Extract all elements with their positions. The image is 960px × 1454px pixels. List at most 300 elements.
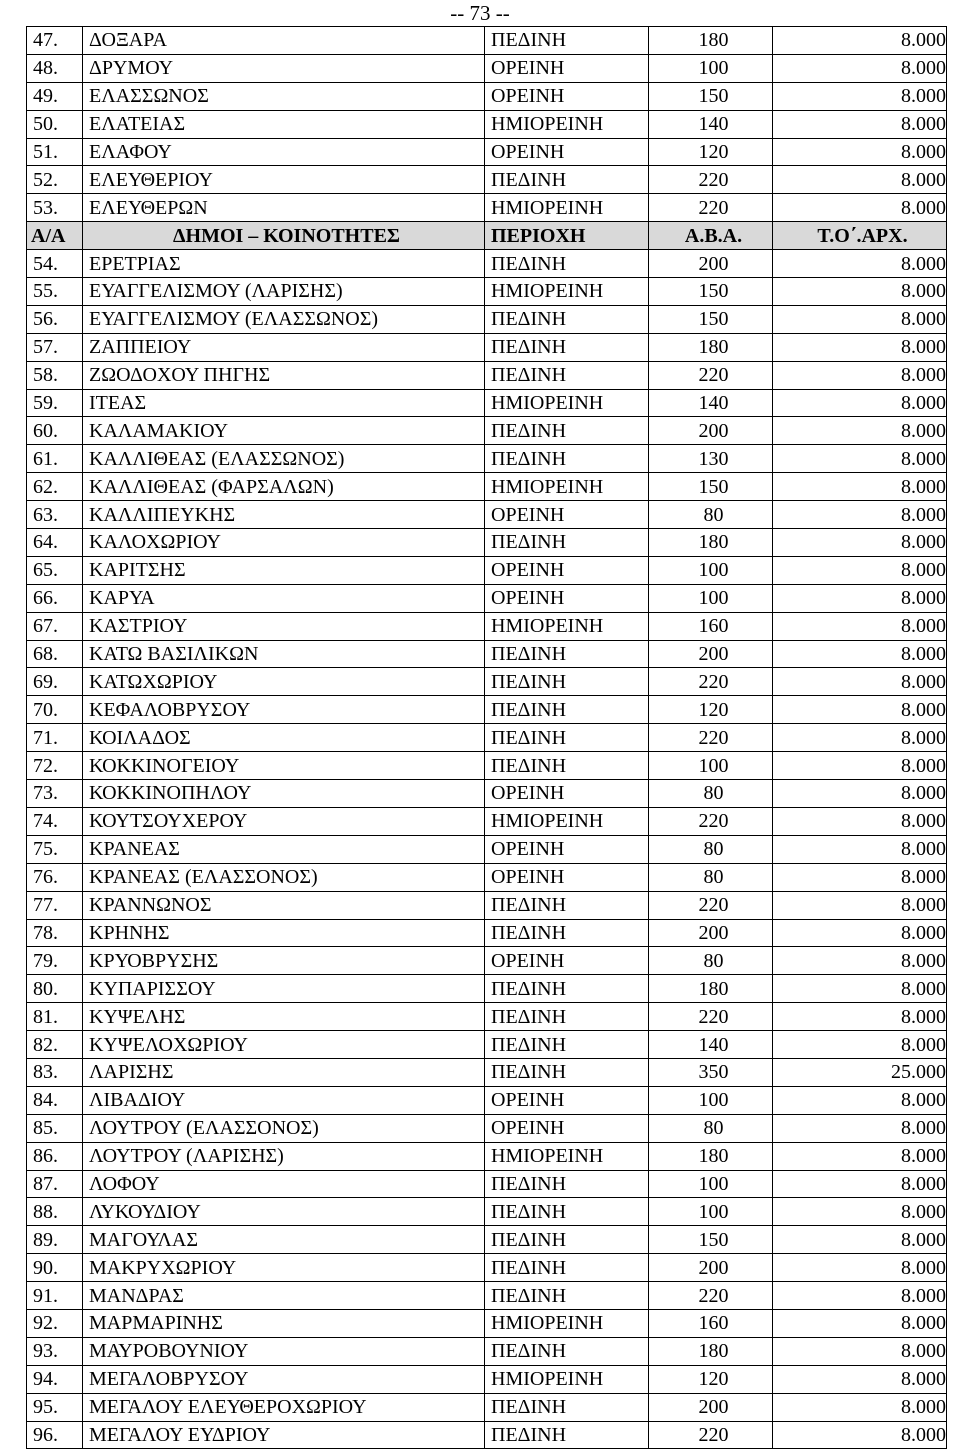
row-number: 91.	[27, 1282, 83, 1310]
row-number: 70.	[27, 696, 83, 724]
to-value: 8.000	[773, 807, 947, 835]
row-number: 53.	[27, 194, 83, 222]
municipality-name: ΚΑΛΛΙΘΕΑΣ (ΦΑΡΣΑΛΩΝ)	[83, 473, 485, 501]
area-type: ΗΜΙΟΡΕΙΝΗ	[485, 110, 649, 138]
municipality-name: ΕΥΑΓΓΕΛΙΣΜΟΥ (ΕΛΑΣΣΩΝΟΣ)	[83, 305, 485, 333]
area-type: ΠΕΔΙΝΗ	[485, 1393, 649, 1421]
table-row	[27, 1114, 947, 1142]
municipality-name: ΚΑΛΑΜΑΚΙΟΥ	[83, 417, 485, 445]
to-value: 8.000	[773, 1309, 947, 1337]
table-row	[27, 250, 947, 278]
page-number: -- 73 --	[450, 1, 510, 25]
row-number: 55.	[27, 278, 83, 306]
area-type: ΟΡΕΙΝΗ	[485, 584, 649, 612]
aba-value: 180	[649, 1337, 773, 1365]
municipality-name: ΚΥΨΕΛΗΣ	[83, 1003, 485, 1031]
table-row	[27, 1058, 947, 1086]
row-number: 79.	[27, 947, 83, 975]
row-number: 94.	[27, 1365, 83, 1393]
aba-value: 100	[649, 556, 773, 584]
to-value: 8.000	[773, 166, 947, 194]
table-row	[27, 584, 947, 612]
row-number: 72.	[27, 752, 83, 780]
municipality-name: ΕΛΕΥΘΕΡΩΝ	[83, 194, 485, 222]
row-number: 89.	[27, 1226, 83, 1254]
aba-value: 80	[649, 1114, 773, 1142]
area-type: ΟΡΕΙΝΗ	[485, 835, 649, 863]
municipality-name: ΚΟΚΚΙΝΟΓΕΙΟΥ	[83, 752, 485, 780]
aba-value: 100	[649, 1198, 773, 1226]
row-number: 83.	[27, 1058, 83, 1086]
row-number: 66.	[27, 584, 83, 612]
municipality-name: ΚΑΣΤΡΙΟΥ	[83, 612, 485, 640]
area-type: ΗΜΙΟΡΕΙΝΗ	[485, 1142, 649, 1170]
municipality-name: ΜΑΓΟΥΛΑΣ	[83, 1226, 485, 1254]
table-row	[27, 110, 947, 138]
table-row	[27, 1226, 947, 1254]
municipality-name: ΕΥΑΓΓΕΛΙΣΜΟΥ (ΛΑΡΙΣΗΣ)	[83, 278, 485, 306]
table-row	[27, 1003, 947, 1031]
table-row	[27, 863, 947, 891]
aba-value: 220	[649, 1003, 773, 1031]
area-type: ΠΕΔΙΝΗ	[485, 640, 649, 668]
to-value: 8.000	[773, 110, 947, 138]
aba-value: 100	[649, 54, 773, 82]
aba-value: 180	[649, 27, 773, 55]
row-number: 95.	[27, 1393, 83, 1421]
row-number: 56.	[27, 305, 83, 333]
aba-value: 200	[649, 1393, 773, 1421]
municipality-name: ΚΑΤΩ ΒΑΣΙΛΙΚΩΝ	[83, 640, 485, 668]
table-row	[27, 27, 947, 55]
row-number: 96.	[27, 1421, 83, 1449]
aba-value: 180	[649, 1142, 773, 1170]
row-number: 73.	[27, 780, 83, 808]
aba-value: 120	[649, 138, 773, 166]
aba-value: 150	[649, 1226, 773, 1254]
table-row	[27, 1282, 947, 1310]
aba-value: 100	[649, 752, 773, 780]
municipality-name: ΕΡΕΤΡΙΑΣ	[83, 250, 485, 278]
table-row	[27, 1393, 947, 1421]
table-row	[27, 138, 947, 166]
to-value: 8.000	[773, 361, 947, 389]
row-number: 49.	[27, 82, 83, 110]
area-type: ΠΕΔΙΝΗ	[485, 250, 649, 278]
to-value: 8.000	[773, 473, 947, 501]
municipality-name: ΕΛΑΦΟΥ	[83, 138, 485, 166]
table-row	[27, 696, 947, 724]
aba-value: 220	[649, 724, 773, 752]
row-number: 71.	[27, 724, 83, 752]
aba-value: 220	[649, 361, 773, 389]
area-type: ΠΕΔΙΝΗ	[485, 1198, 649, 1226]
area-type: ΟΡΕΙΝΗ	[485, 863, 649, 891]
table-header-group	[27, 222, 947, 250]
row-number: 57.	[27, 333, 83, 361]
aba-value: 160	[649, 1309, 773, 1337]
row-number: 65.	[27, 556, 83, 584]
row-number: 93.	[27, 1337, 83, 1365]
municipality-name: ΚΑΛΛΙΠΕΥΚΗΣ	[83, 501, 485, 529]
area-type: ΠΕΔΙΝΗ	[485, 1003, 649, 1031]
municipality-name: ΜΑΡΜΑΡΙΝΗΣ	[83, 1309, 485, 1337]
aba-value: 80	[649, 501, 773, 529]
row-number: 80.	[27, 975, 83, 1003]
aba-value: 220	[649, 1421, 773, 1449]
table-row	[27, 724, 947, 752]
row-number: 86.	[27, 1142, 83, 1170]
municipality-name: ΔΟΞΑΡΑ	[83, 27, 485, 55]
header-aba: Α.Β.Α.	[649, 222, 773, 250]
row-number: 90.	[27, 1254, 83, 1282]
municipality-name: ΔΡΥΜΟΥ	[83, 54, 485, 82]
aba-value: 80	[649, 780, 773, 808]
area-type: ΗΜΙΟΡΕΙΝΗ	[485, 473, 649, 501]
to-value: 8.000	[773, 891, 947, 919]
area-type: ΟΡΕΙΝΗ	[485, 54, 649, 82]
table-row	[27, 835, 947, 863]
area-type: ΠΕΔΙΝΗ	[485, 891, 649, 919]
area-type: ΠΕΔΙΝΗ	[485, 1421, 649, 1449]
table-row	[27, 1198, 947, 1226]
to-value: 8.000	[773, 194, 947, 222]
to-value: 8.000	[773, 333, 947, 361]
table-row	[27, 807, 947, 835]
area-type: ΗΜΙΟΡΕΙΝΗ	[485, 612, 649, 640]
area-type: ΗΜΙΟΡΕΙΝΗ	[485, 807, 649, 835]
area-type: ΟΡΕΙΝΗ	[485, 780, 649, 808]
to-value: 8.000	[773, 556, 947, 584]
to-value: 8.000	[773, 501, 947, 529]
to-value: 8.000	[773, 835, 947, 863]
table-row	[27, 501, 947, 529]
row-number: 88.	[27, 1198, 83, 1226]
to-value: 8.000	[773, 138, 947, 166]
aba-value: 100	[649, 584, 773, 612]
to-value: 8.000	[773, 1086, 947, 1114]
row-number: 68.	[27, 640, 83, 668]
to-value: 8.000	[773, 724, 947, 752]
row-number: 63.	[27, 501, 83, 529]
to-value: 8.000	[773, 612, 947, 640]
to-value: 8.000	[773, 445, 947, 473]
aba-value: 180	[649, 333, 773, 361]
municipality-name: ΚΟΥΤΣΟΥΧΕΡΟΥ	[83, 807, 485, 835]
table-row	[27, 54, 947, 82]
to-value: 8.000	[773, 82, 947, 110]
table-row	[27, 1086, 947, 1114]
aba-value: 100	[649, 1086, 773, 1114]
to-value: 25.000	[773, 1058, 947, 1086]
row-number: 62.	[27, 473, 83, 501]
table-row	[27, 529, 947, 557]
area-type: ΠΕΔΙΝΗ	[485, 1170, 649, 1198]
row-number: 85.	[27, 1114, 83, 1142]
table-body-top	[27, 27, 947, 222]
to-value: 8.000	[773, 1254, 947, 1282]
aba-value: 80	[649, 863, 773, 891]
row-number: 76.	[27, 863, 83, 891]
municipality-name: ΜΕΓΑΛΟΥ ΕΛΕΥΘΕΡΟΧΩΡΙΟΥ	[83, 1393, 485, 1421]
area-type: ΗΜΙΟΡΕΙΝΗ	[485, 1365, 649, 1393]
header-area: ΠΕΡΙΟΧΗ	[485, 222, 649, 250]
table-row	[27, 780, 947, 808]
table-row	[27, 389, 947, 417]
municipality-name: ΚΕΦΑΛΟΒΡΥΣΟΥ	[83, 696, 485, 724]
table-row	[27, 473, 947, 501]
to-value: 8.000	[773, 1142, 947, 1170]
to-value: 8.000	[773, 975, 947, 1003]
aba-value: 150	[649, 305, 773, 333]
municipality-name: ΜΑΚΡΥΧΩΡΙΟΥ	[83, 1254, 485, 1282]
table-row	[27, 305, 947, 333]
table-row	[27, 975, 947, 1003]
aba-value: 180	[649, 529, 773, 557]
table-row	[27, 612, 947, 640]
municipality-name: ΚΑΤΩΧΩΡΙΟΥ	[83, 668, 485, 696]
aba-value: 200	[649, 417, 773, 445]
municipality-name: ΚΟΚΚΙΝΟΠΗΛΟΥ	[83, 780, 485, 808]
to-value: 8.000	[773, 696, 947, 724]
municipalities-table	[26, 26, 947, 1449]
table-row	[27, 1142, 947, 1170]
aba-value: 220	[649, 807, 773, 835]
to-value: 8.000	[773, 752, 947, 780]
area-type: ΠΕΔΙΝΗ	[485, 333, 649, 361]
table-row	[27, 278, 947, 306]
area-type: ΗΜΙΟΡΕΙΝΗ	[485, 1309, 649, 1337]
table-row	[27, 919, 947, 947]
to-value: 8.000	[773, 1114, 947, 1142]
municipality-name: ΕΛΑΤΕΙΑΣ	[83, 110, 485, 138]
area-type: ΠΕΔΙΝΗ	[485, 445, 649, 473]
row-number: 92.	[27, 1309, 83, 1337]
row-number: 74.	[27, 807, 83, 835]
row-number: 77.	[27, 891, 83, 919]
table-row	[27, 640, 947, 668]
area-type: ΠΕΔΙΝΗ	[485, 417, 649, 445]
aba-value: 350	[649, 1058, 773, 1086]
table-row	[27, 1254, 947, 1282]
aba-value: 140	[649, 389, 773, 417]
to-value: 8.000	[773, 305, 947, 333]
area-type: ΠΕΔΙΝΗ	[485, 529, 649, 557]
area-type: ΠΕΔΙΝΗ	[485, 305, 649, 333]
table-row	[27, 891, 947, 919]
aba-value: 140	[649, 110, 773, 138]
row-number: 54.	[27, 250, 83, 278]
municipality-name: ΛΟΦΟΥ	[83, 1170, 485, 1198]
aba-value: 220	[649, 668, 773, 696]
municipality-name: ΚΥΠΑΡΙΣΣΟΥ	[83, 975, 485, 1003]
municipality-name: ΜΑΝΔΡΑΣ	[83, 1282, 485, 1310]
area-type: ΟΡΕΙΝΗ	[485, 138, 649, 166]
to-value: 8.000	[773, 640, 947, 668]
municipality-name: ΛΑΡΙΣΗΣ	[83, 1058, 485, 1086]
aba-value: 180	[649, 975, 773, 1003]
municipality-name: ΚΑΛΟΧΩΡΙΟΥ	[83, 529, 485, 557]
aba-value: 150	[649, 473, 773, 501]
to-value: 8.000	[773, 250, 947, 278]
to-value: 8.000	[773, 529, 947, 557]
to-value: 8.000	[773, 1198, 947, 1226]
row-number: 82.	[27, 1031, 83, 1059]
municipality-name: ΚΥΨΕΛΟΧΩΡΙΟΥ	[83, 1031, 485, 1059]
aba-value: 220	[649, 1282, 773, 1310]
aba-value: 120	[649, 696, 773, 724]
aba-value: 80	[649, 947, 773, 975]
to-value: 8.000	[773, 1003, 947, 1031]
municipality-name: ΛΟΥΤΡΟΥ (ΛΑΡΙΣΗΣ)	[83, 1142, 485, 1170]
table-row	[27, 1170, 947, 1198]
aba-value: 100	[649, 1170, 773, 1198]
area-type: ΟΡΕΙΝΗ	[485, 82, 649, 110]
to-value: 8.000	[773, 584, 947, 612]
to-value: 8.000	[773, 389, 947, 417]
area-type: ΟΡΕΙΝΗ	[485, 1086, 649, 1114]
row-number: 47.	[27, 27, 83, 55]
area-type: ΠΕΔΙΝΗ	[485, 1031, 649, 1059]
aba-value: 120	[649, 1365, 773, 1393]
table-row	[27, 445, 947, 473]
table-row	[27, 333, 947, 361]
area-type: ΠΕΔΙΝΗ	[485, 724, 649, 752]
municipality-name: ΕΛΕΥΘΕΡΙΟΥ	[83, 166, 485, 194]
area-type: ΠΕΔΙΝΗ	[485, 1058, 649, 1086]
municipality-name: ΚΡΑΝΕΑΣ	[83, 835, 485, 863]
table-row	[27, 1421, 947, 1449]
aba-value: 80	[649, 835, 773, 863]
table-row	[27, 194, 947, 222]
table-row	[27, 166, 947, 194]
area-type: ΠΕΔΙΝΗ	[485, 1282, 649, 1310]
municipality-name: ΚΡΥΟΒΡΥΣΗΣ	[83, 947, 485, 975]
municipality-name: ΚΟΙΛΑΔΟΣ	[83, 724, 485, 752]
to-value: 8.000	[773, 27, 947, 55]
table-row	[27, 82, 947, 110]
to-value: 8.000	[773, 947, 947, 975]
municipality-name: ΜΕΓΑΛΟΒΡΥΣΟΥ	[83, 1365, 485, 1393]
to-value: 8.000	[773, 863, 947, 891]
municipality-name: ΜΕΓΑΛΟΥ ΕΥΔΡΙΟΥ	[83, 1421, 485, 1449]
area-type: ΠΕΔΙΝΗ	[485, 166, 649, 194]
area-type: ΟΡΕΙΝΗ	[485, 501, 649, 529]
to-value: 8.000	[773, 278, 947, 306]
aba-value: 220	[649, 166, 773, 194]
aba-value: 200	[649, 1254, 773, 1282]
municipality-name: ΚΑΛΛΙΘΕΑΣ (ΕΛΑΣΣΩΝΟΣ)	[83, 445, 485, 473]
municipality-name: ΚΑΡΥΑ	[83, 584, 485, 612]
aba-value: 200	[649, 250, 773, 278]
municipality-name: ΜΑΥΡΟΒΟΥΝΙΟΥ	[83, 1337, 485, 1365]
to-value: 8.000	[773, 1365, 947, 1393]
table-row	[27, 361, 947, 389]
area-type: ΠΕΔΙΝΗ	[485, 27, 649, 55]
area-type: ΟΡΕΙΝΗ	[485, 947, 649, 975]
area-type: ΟΡΕΙΝΗ	[485, 1114, 649, 1142]
municipality-name: ΚΡΑΝΕΑΣ (ΕΛΑΣΣΟΝΟΣ)	[83, 863, 485, 891]
row-number: 69.	[27, 668, 83, 696]
aba-value: 220	[649, 891, 773, 919]
table-row	[27, 752, 947, 780]
table-row	[27, 668, 947, 696]
municipality-name: ΖΩΟΔΟΧΟΥ ΠΗΓΗΣ	[83, 361, 485, 389]
area-type: ΠΕΔΙΝΗ	[485, 919, 649, 947]
area-type: ΠΕΔΙΝΗ	[485, 1337, 649, 1365]
area-type: ΠΕΔΙΝΗ	[485, 752, 649, 780]
to-value: 8.000	[773, 1337, 947, 1365]
row-number: 75.	[27, 835, 83, 863]
municipality-name: ΚΡΑΝΝΩΝΟΣ	[83, 891, 485, 919]
row-number: 67.	[27, 612, 83, 640]
aba-value: 200	[649, 919, 773, 947]
row-number: 64.	[27, 529, 83, 557]
municipality-name: ΛΟΥΤΡΟΥ (ΕΛΑΣΣΟΝΟΣ)	[83, 1114, 485, 1142]
aba-value: 160	[649, 612, 773, 640]
aba-value: 130	[649, 445, 773, 473]
table-body-bottom	[27, 250, 947, 1449]
row-number: 87.	[27, 1170, 83, 1198]
municipality-name: ΙΤΕΑΣ	[83, 389, 485, 417]
to-value: 8.000	[773, 668, 947, 696]
area-type: ΗΜΙΟΡΕΙΝΗ	[485, 194, 649, 222]
table-row	[27, 1309, 947, 1337]
municipality-name: ΚΑΡΙΤΣΗΣ	[83, 556, 485, 584]
municipality-name: ΕΛΑΣΣΩΝΟΣ	[83, 82, 485, 110]
row-number: 48.	[27, 54, 83, 82]
row-number: 59.	[27, 389, 83, 417]
row-number: 51.	[27, 138, 83, 166]
area-type: ΠΕΔΙΝΗ	[485, 1226, 649, 1254]
to-value: 8.000	[773, 1421, 947, 1449]
to-value: 8.000	[773, 1226, 947, 1254]
header-num: Α/Α	[27, 222, 83, 250]
row-number: 61.	[27, 445, 83, 473]
area-type: ΠΕΔΙΝΗ	[485, 1254, 649, 1282]
row-number: 52.	[27, 166, 83, 194]
header-to: Τ.Ο΄.ΑΡΧ.	[773, 222, 947, 250]
table-row	[27, 947, 947, 975]
area-type: ΗΜΙΟΡΕΙΝΗ	[485, 278, 649, 306]
to-value: 8.000	[773, 919, 947, 947]
to-value: 8.000	[773, 1282, 947, 1310]
table-row	[27, 1365, 947, 1393]
aba-value: 220	[649, 194, 773, 222]
aba-value: 200	[649, 640, 773, 668]
table-row	[27, 556, 947, 584]
to-value: 8.000	[773, 1393, 947, 1421]
to-value: 8.000	[773, 780, 947, 808]
aba-value: 140	[649, 1031, 773, 1059]
municipality-name: ΛΥΚΟΥΔΙΟΥ	[83, 1198, 485, 1226]
municipality-name: ΛΙΒΑΔΙΟΥ	[83, 1086, 485, 1114]
municipality-name: ΖΑΠΠΕΙΟΥ	[83, 333, 485, 361]
row-number: 60.	[27, 417, 83, 445]
to-value: 8.000	[773, 54, 947, 82]
area-type: ΠΕΔΙΝΗ	[485, 975, 649, 1003]
area-type: ΠΕΔΙΝΗ	[485, 696, 649, 724]
area-type: ΠΕΔΙΝΗ	[485, 361, 649, 389]
table-row	[27, 1337, 947, 1365]
table-header-row	[27, 222, 947, 250]
table-row	[27, 417, 947, 445]
area-type: ΗΜΙΟΡΕΙΝΗ	[485, 389, 649, 417]
row-number: 58.	[27, 361, 83, 389]
to-value: 8.000	[773, 1170, 947, 1198]
area-type: ΟΡΕΙΝΗ	[485, 556, 649, 584]
row-number: 78.	[27, 919, 83, 947]
